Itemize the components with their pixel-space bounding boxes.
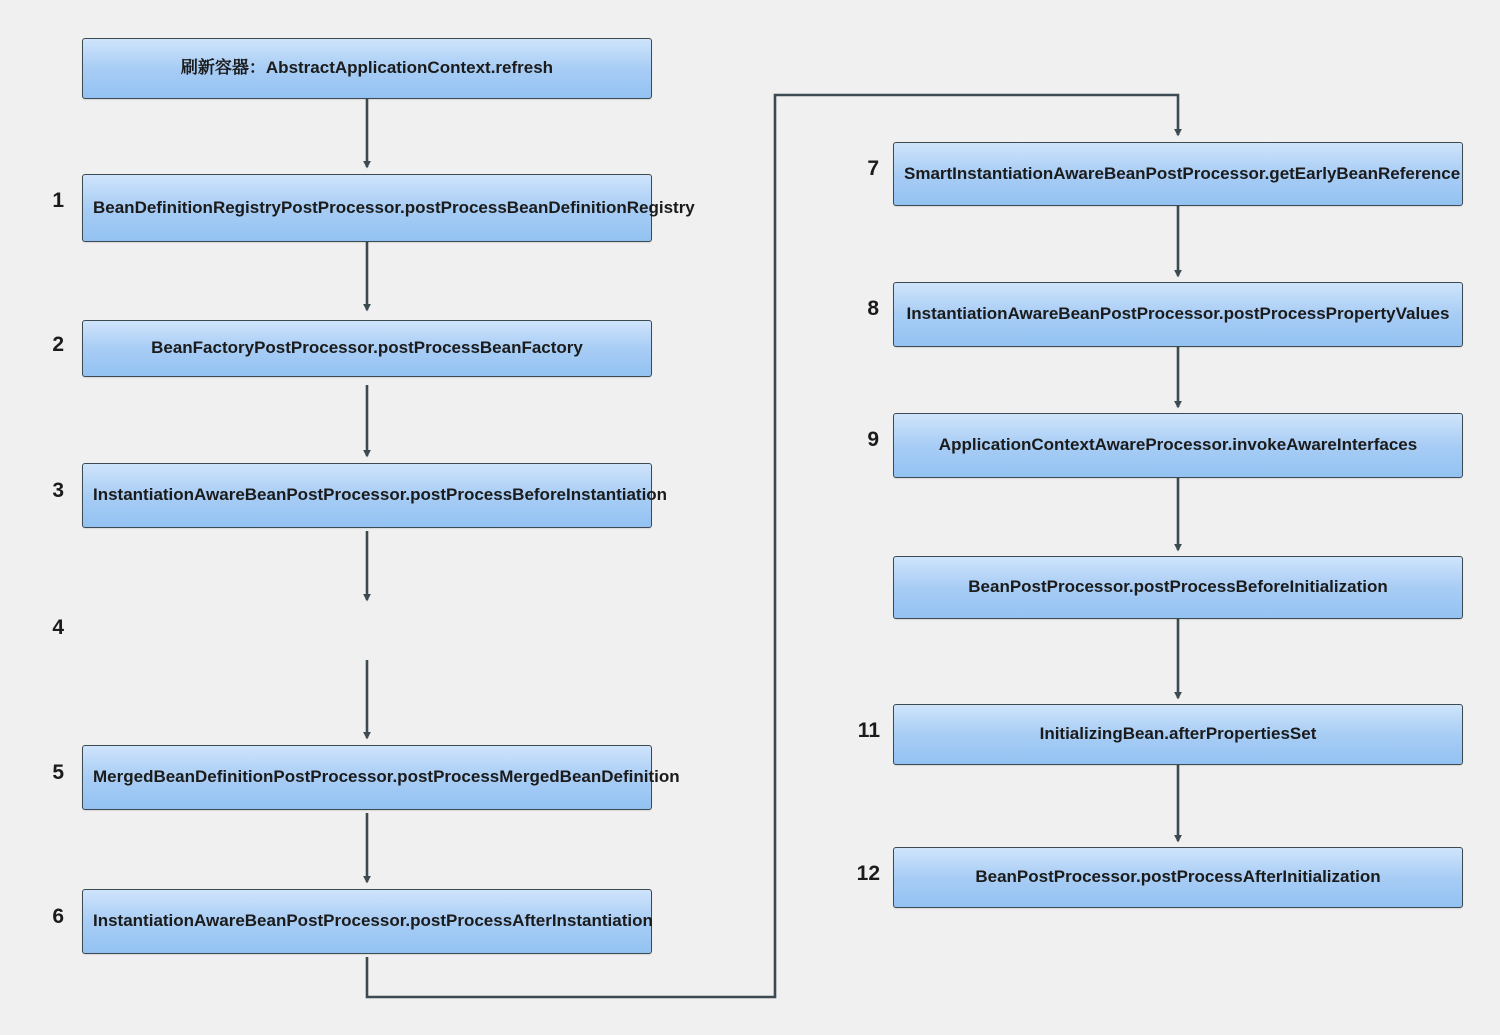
node-post-process-merged-bean-definition[interactable] [82,745,680,810]
node-post-process-before-instantiation[interactable] [82,463,668,528]
step-number-6: 6 [52,905,64,928]
node-post-process-property-values[interactable] [893,282,1463,347]
step-number-5: 5 [52,761,64,784]
node-refresh-container-label: 刷新容器：AbstractApplicationContext.refresh [180,58,554,78]
step-number-1: 1 [52,189,64,212]
node-post-process-before-initialization-label: BeanPostProcessor.postProcessBeforeInitialization [968,577,1388,597]
step-number-4: 4 [52,616,64,639]
node-bean-factory-post-processor[interactable] [82,320,652,377]
node-refresh-container[interactable] [82,38,652,99]
step-number-3: 3 [52,479,64,502]
node-post-process-after-instantiation-label: InstantiationAwareBeanPostProcessor.postProcessAfterInstantiation [93,911,653,931]
step-number-7: 7 [867,157,879,180]
step-number-9: 9 [867,428,879,451]
node-after-properties-set[interactable] [893,704,1463,765]
node-invoke-aware-interfaces-label: ApplicationContextAwareProcessor.invokeAwareInterfaces [938,435,1418,455]
node-bean-definition-registry-post-processor-label: BeanDefinitionRegistryPostProcessor.postProcessBeanDefinitionRegistry [93,197,695,217]
node-post-process-before-instantiation-label: InstantiationAwareBeanPostProcessor.postProcessBeforeInstantiation [93,485,668,505]
node-post-process-merged-bean-definition-label: MergedBeanDefinitionPostProcessor.postProcessMergedBeanDefinition [93,767,680,787]
node-get-early-bean-reference[interactable] [893,142,1463,206]
node-after-properties-set-label: InitializingBean.afterPropertiesSet [1039,724,1317,744]
node-post-process-property-values-label: InstantiationAwareBeanPostProcessor.postProcessPropertyValues [906,304,1450,324]
node-post-process-after-initialization-label: BeanPostProcessor.postProcessAfterInitialization [975,867,1381,887]
step-number-8: 8 [867,297,879,320]
node-bean-factory-post-processor-label: BeanFactoryPostProcessor.postProcessBeanFactory [151,338,583,358]
step-number-12: 12 [856,862,880,885]
node-invoke-aware-interfaces[interactable] [893,413,1463,478]
step-number-2: 2 [52,333,64,356]
node-get-early-bean-reference-label: SmartInstantiationAwareBeanPostProcessor.getEarlyBeanReference [904,163,1461,183]
node-post-process-after-initialization[interactable] [893,847,1463,908]
node-post-process-after-instantiation[interactable] [82,889,652,954]
node-post-process-before-initialization[interactable] [893,556,1463,619]
step-number-11: 11 [857,719,880,742]
node-bean-definition-registry-post-processor[interactable] [82,174,695,242]
